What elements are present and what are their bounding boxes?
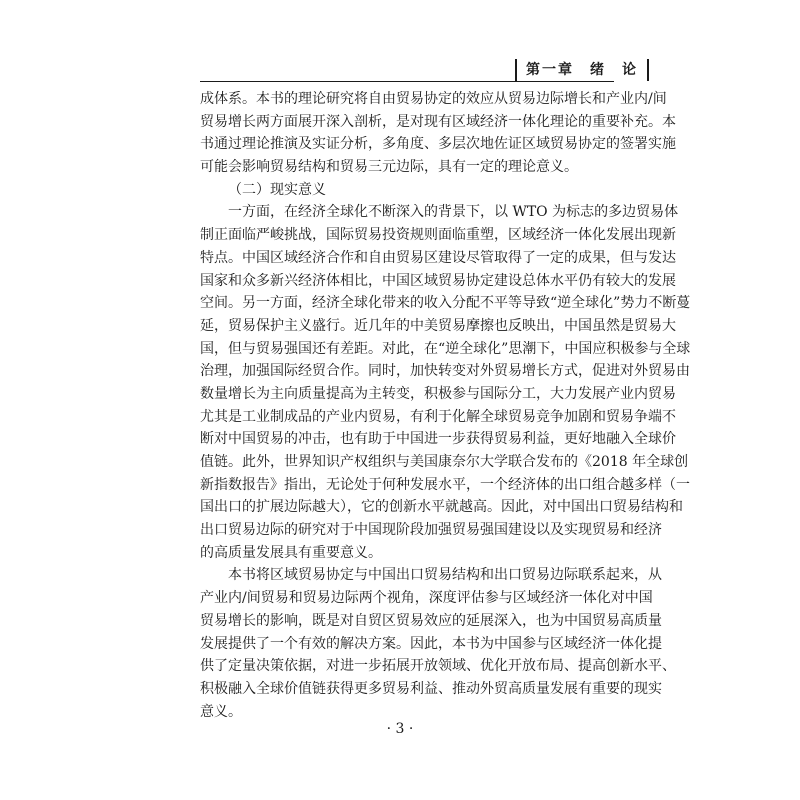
text-line: 供了定量决策依据，对进一步拓展开放领域、优化开放布局、提高创新水平、 — [200, 658, 676, 675]
text-line: 尤其是工业制成品的产业内贸易，有利于化解全球贸易竞争加剧和贸易争端不 — [200, 408, 676, 425]
text-line: 治理，加强国际经贸合作。同时，加快转变对外贸易增长方式，促进对外贸易由 — [200, 363, 690, 380]
text-line: 数量增长为主向质量提高为主转变，积极参与国际分工，大力发展产业内贸易 — [200, 385, 676, 402]
text-line: 值链。此外，世界知识产权组织与美国康奈尔大学联合发布的《2018 年全球创 — [200, 454, 689, 470]
text-line: 可能会影响贸易结构和贸易三元边际，具有一定的理论意义。 — [200, 159, 578, 176]
text-line: 新指数报告》指出，无论处于何种发展水平，一个经济体的出口组合越多样（一 — [200, 476, 690, 493]
body-text — [200, 88, 691, 723]
text-line: 国家和众多新兴经济体相比，中国区域贸易协定建设总体水平仍有较大的发展 — [200, 272, 676, 289]
text-line: 的高质量发展具有重要意义。 — [200, 544, 382, 561]
text-line: 书通过理论推演及实证分析，多角度、多层次地佐证区域贸易协定的签署实施 — [200, 136, 676, 153]
header-rule — [200, 81, 614, 82]
text-line: 发展提供了一个有效的解决方案。因此，本书为中国参与区域经济一体化提 — [200, 635, 662, 652]
text-line: 断对中国贸易的冲击，也有助于中国进一步获得贸易利益，更好地融入全球价 — [200, 431, 676, 448]
text-line: 国，但与贸易强国还有差距。对此，在“逆全球化”思潮下，中国应积极参与全球 — [200, 340, 691, 357]
text-line: 本书将区域贸易协定与中国出口贸易结构和出口贸易边际联系起来，从 — [228, 567, 662, 584]
text-line: 成体系。本书的理论研究将自由贸易协定的效应从贸易边际增长和产业内/间 — [200, 91, 667, 107]
text-line: 一方面，在经济全球化不断深入的背景下，以 WTO 为标志的多边贸易体 — [228, 204, 679, 221]
text-line: 贸易增长两方面展开深入剖析，是对现有区域经济一体化理论的重要补充。本 — [200, 113, 676, 130]
section-heading: （二）现实意义 — [228, 181, 326, 198]
text-line: 国出口的扩展边际越大），它的创新水平就越高。因此，对中国出口贸易结构和 — [200, 499, 683, 516]
page-number: · 3 · — [386, 721, 414, 737]
text-line: 出口贸易边际的研究对于中国现阶段加强贸易强国建设以及实现贸易和经济 — [200, 522, 662, 539]
text-line: 积极融入全球价值链获得更多贸易利益、推动外贸高质量发展有重要的现实 — [200, 680, 662, 697]
running-header: 第一章 绪 论 — [515, 59, 649, 81]
text-line: 空间。另一方面，经济全球化带来的收入分配不平等导致“逆全球化”势力不断蔓 — [200, 295, 691, 312]
text-line: 贸易增长的影响，既是对自贸区贸易效应的延展深入，也为中国贸易高质量 — [200, 612, 662, 629]
text-line: 制正面临严峻挑战，国际贸易投资规则面临重塑，区域经济一体化发展出现新 — [200, 227, 676, 244]
text-line: 意义。 — [200, 703, 242, 720]
text-line: 产业内/间贸易和贸易边际两个视角，深度评估参与区域经济一体化对中国 — [200, 590, 653, 607]
text-line: 延，贸易保护主义盛行。近几年的中美贸易摩擦也反映出，中国虽然是贸易大 — [200, 317, 676, 334]
text-line: 特点。中国区域经济合作和自由贸易区建设尽管取得了一定的成果，但与发达 — [200, 249, 676, 266]
